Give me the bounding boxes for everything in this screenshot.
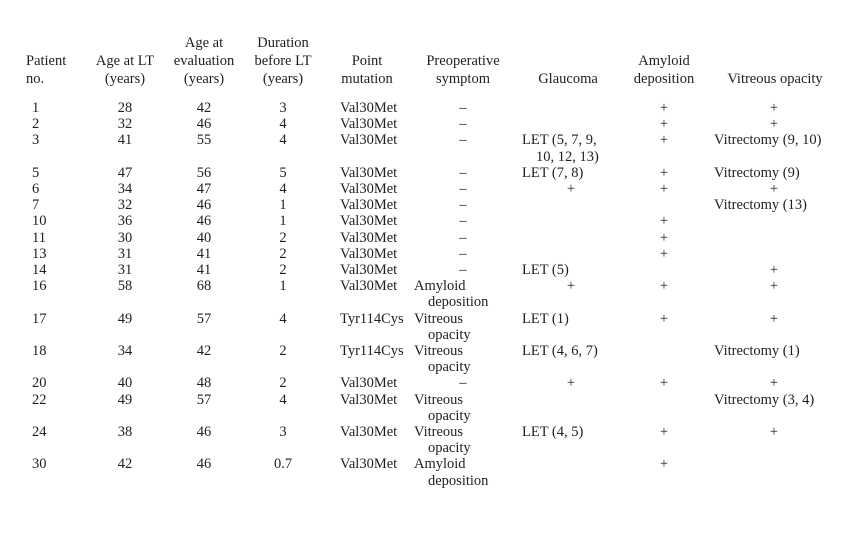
column-header-amyloid [622, 34, 706, 100]
cell-symptom [412, 375, 514, 391]
column-header-line: Age at [184, 35, 224, 51]
cell-symptom [412, 213, 514, 229]
cell-vitreous: Vitrectomy (1) [714, 343, 800, 360]
column-header-line: Age at LT [95, 53, 155, 69]
cell-age-eval: 41 [196, 245, 212, 262]
cell-age-eval: 42 [196, 100, 212, 116]
cell-line: opacity [428, 407, 471, 424]
cell-glaucoma [514, 165, 622, 181]
cell-vitreous: + [769, 100, 779, 116]
cell-duration: 2 [279, 245, 287, 262]
cell-duration: 2 [279, 262, 287, 279]
cell-patient: 3 [32, 132, 40, 149]
cell-duration: 4 [279, 116, 287, 133]
table-row [24, 181, 844, 197]
cell-vitreous: Vitrectomy (3, 4) [714, 391, 815, 408]
cell-symptom [412, 262, 514, 278]
cell-glaucoma [514, 311, 622, 343]
cell-line: – [459, 245, 467, 262]
cell-line: LET (1) [522, 310, 569, 327]
patient-table [24, 34, 844, 489]
cell-symptom [412, 424, 514, 456]
cell-amyloid: + [659, 375, 669, 392]
cell-glaucoma [514, 456, 622, 488]
cell-symptom [412, 132, 514, 164]
cell-vitreous: Vitrectomy (9) [714, 164, 800, 181]
cell-patient: 14 [32, 262, 47, 279]
column-header-age-lt [86, 34, 164, 100]
cell-line: 10, 12, 13) [536, 148, 599, 165]
cell-line: Vitreous [414, 424, 464, 441]
cell-age-eval: 46 [196, 213, 212, 230]
cell-glaucoma [514, 132, 622, 164]
cell-line: LET (5, 7, 9, [522, 132, 597, 149]
table-container [24, 34, 844, 489]
cell-vitreous: + [769, 310, 779, 327]
cell-duration: 1 [279, 197, 287, 214]
cell-duration: 2 [279, 343, 287, 360]
cell-glaucoma [514, 392, 622, 424]
cell-age-lt: 47 [117, 164, 133, 181]
cell-line: deposition [428, 294, 489, 311]
column-header-vitreous [706, 34, 844, 100]
table-row [24, 456, 844, 488]
cell-mutation: Tyr114Cys [340, 343, 404, 360]
table-row [24, 311, 844, 343]
cell-amyloid: + [659, 164, 669, 181]
column-header-mutation [322, 34, 412, 100]
cell-patient: 11 [32, 229, 46, 246]
cell-age-lt: 32 [117, 116, 133, 133]
cell-line: – [459, 116, 467, 133]
cell-age-eval: 57 [196, 310, 212, 327]
cell-duration: 4 [279, 181, 287, 198]
cell-symptom [412, 197, 514, 213]
column-header-line: Vitreous opacity [727, 71, 823, 87]
cell-age-lt: 31 [117, 262, 133, 279]
column-header-duration [244, 34, 322, 100]
table-row [24, 197, 844, 213]
cell-age-eval: 56 [196, 164, 212, 181]
cell-line: opacity [428, 440, 471, 457]
cell-age-eval: 46 [196, 197, 212, 214]
cell-line: – [459, 375, 467, 392]
cell-amyloid [622, 343, 706, 375]
cell-mutation: Val30Met [340, 229, 398, 246]
cell-glaucoma [514, 246, 622, 262]
cell-age-eval: 41 [196, 262, 212, 279]
cell-mutation: Val30Met [340, 375, 398, 392]
cell-patient: 10 [32, 213, 47, 230]
column-header-line: (years) [104, 71, 146, 87]
cell-symptom [412, 311, 514, 343]
cell-line: LET (7, 8) [522, 164, 584, 181]
cell-age-lt: 42 [117, 456, 133, 473]
cell-patient: 6 [32, 181, 40, 198]
cell-duration: 4 [279, 310, 287, 327]
cell-age-lt: 28 [117, 100, 133, 116]
cell-amyloid [622, 392, 706, 424]
cell-line: – [459, 164, 467, 181]
column-header-line: Duration [257, 35, 309, 51]
cell-age-eval: 46 [196, 424, 212, 441]
cell-line: Amyloid [414, 278, 466, 295]
table-row [24, 343, 844, 375]
cell-line: LET (5) [522, 262, 569, 279]
column-header-glaucoma [514, 34, 622, 100]
cell-vitreous: Vitrectomy (13) [714, 197, 807, 214]
column-header-line: Preoperative [426, 53, 500, 69]
table-row [24, 392, 844, 424]
cell-age-lt: 30 [117, 229, 133, 246]
cell-line: deposition [428, 472, 489, 489]
column-header-patient [24, 34, 86, 100]
table-header-row [24, 34, 844, 100]
cell-vitreous: + [769, 278, 779, 295]
cell-vitreous: Vitrectomy (9, 10) [714, 132, 822, 149]
cell-vitreous [706, 246, 844, 262]
cell-duration: 4 [279, 391, 287, 408]
cell-symptom [412, 246, 514, 262]
cell-age-eval: 48 [196, 375, 212, 392]
column-header-line: no. [26, 71, 45, 87]
cell-glaucoma [514, 213, 622, 229]
cell-line: opacity [428, 326, 471, 343]
cell-age-lt: 34 [117, 181, 133, 198]
cell-vitreous: + [769, 375, 779, 392]
cell-patient: 16 [32, 278, 47, 295]
cell-line: – [459, 213, 467, 230]
cell-age-lt: 34 [117, 343, 133, 360]
cell-amyloid: + [659, 245, 669, 262]
cell-line: Vitreous [414, 310, 464, 327]
cell-mutation: Val30Met [340, 164, 398, 181]
cell-symptom [412, 116, 514, 132]
cell-mutation: Val30Met [340, 116, 398, 133]
cell-amyloid: + [659, 132, 669, 149]
cell-patient: 18 [32, 343, 47, 360]
column-header-line: Glaucoma [538, 71, 598, 87]
table-row [24, 230, 844, 246]
cell-glaucoma [514, 197, 622, 213]
cell-vitreous: + [769, 262, 779, 279]
cell-age-lt: 58 [117, 278, 133, 295]
cell-amyloid: + [659, 181, 669, 198]
cell-age-lt: 38 [117, 424, 133, 441]
cell-symptom [412, 230, 514, 246]
cell-mutation: Val30Met [340, 132, 398, 149]
cell-amyloid: + [659, 229, 669, 246]
cell-duration: 4 [279, 132, 287, 149]
cell-mutation: Val30Met [340, 456, 398, 473]
cell-amyloid: + [659, 424, 669, 441]
cell-symptom [412, 100, 514, 116]
column-header-line: (years) [262, 71, 304, 87]
cell-duration: 0.7 [273, 456, 293, 473]
cell-age-lt: 32 [117, 197, 133, 214]
cell-symptom [412, 165, 514, 181]
cell-mutation: Val30Met [340, 100, 398, 116]
table-row [24, 278, 844, 310]
cell-amyloid [622, 197, 706, 213]
cell-glaucoma [514, 343, 622, 375]
cell-vitreous [706, 230, 844, 246]
cell-glaucoma [514, 424, 622, 456]
cell-duration: 2 [279, 229, 287, 246]
cell-duration: 3 [279, 424, 287, 441]
cell-age-eval: 46 [196, 116, 212, 133]
column-header-line: before LT [254, 53, 312, 69]
cell-mutation: Val30Met [340, 213, 398, 230]
cell-line: + [566, 375, 576, 392]
column-header-line: evaluation [173, 53, 235, 69]
cell-mutation: Val30Met [340, 391, 398, 408]
cell-mutation: Val30Met [340, 197, 398, 214]
cell-age-eval: 68 [196, 278, 212, 295]
cell-age-lt: 36 [117, 213, 133, 230]
table-row [24, 424, 844, 456]
cell-mutation: Val30Met [340, 278, 398, 295]
cell-line: LET (4, 6, 7) [522, 343, 598, 360]
cell-vitreous [706, 213, 844, 229]
cell-line: opacity [428, 359, 471, 376]
cell-line: Amyloid [414, 456, 466, 473]
cell-amyloid [622, 262, 706, 278]
table-row [24, 100, 844, 116]
cell-glaucoma [514, 100, 622, 116]
cell-age-lt: 40 [117, 375, 133, 392]
cell-patient: 30 [32, 456, 47, 473]
cell-mutation: Val30Met [340, 181, 398, 198]
cell-line: – [459, 132, 467, 149]
cell-duration: 3 [279, 100, 287, 116]
cell-age-lt: 31 [117, 245, 133, 262]
cell-line: Vitreous [414, 343, 464, 360]
cell-line: LET (4, 5) [522, 424, 584, 441]
cell-symptom [412, 343, 514, 375]
column-header-line: symptom [436, 71, 490, 87]
table-row [24, 246, 844, 262]
column-header-line: mutation [341, 71, 393, 87]
table-row [24, 132, 844, 164]
cell-amyloid: + [659, 456, 669, 473]
cell-duration: 2 [279, 375, 287, 392]
column-header-symptom [412, 34, 514, 100]
cell-patient: 1 [32, 100, 40, 116]
cell-amyloid: + [659, 116, 669, 133]
cell-line: – [459, 181, 467, 198]
cell-amyloid: + [659, 100, 669, 116]
cell-glaucoma [514, 375, 622, 391]
column-header-line: Amyloid [638, 53, 690, 69]
cell-age-eval: 46 [196, 456, 212, 473]
cell-age-lt: 41 [117, 132, 133, 149]
column-header-line: deposition [633, 71, 695, 87]
cell-line: – [459, 100, 467, 116]
cell-age-lt: 49 [117, 310, 133, 327]
cell-vitreous: + [769, 424, 779, 441]
cell-mutation: Val30Met [340, 262, 398, 279]
cell-duration: 5 [279, 164, 287, 181]
column-header-line: Point [351, 53, 383, 69]
cell-glaucoma [514, 181, 622, 197]
cell-mutation: Val30Met [340, 424, 398, 441]
cell-mutation: Val30Met [340, 245, 398, 262]
cell-line: + [566, 278, 576, 295]
cell-glaucoma [514, 262, 622, 278]
cell-patient: 7 [32, 197, 40, 214]
cell-amyloid: + [659, 278, 669, 295]
cell-age-lt: 49 [117, 391, 133, 408]
cell-patient: 24 [32, 424, 47, 441]
cell-symptom [412, 456, 514, 488]
cell-vitreous: + [769, 181, 779, 198]
cell-glaucoma [514, 230, 622, 246]
cell-symptom [412, 392, 514, 424]
cell-patient: 20 [32, 375, 47, 392]
cell-glaucoma [514, 116, 622, 132]
column-header-line: (years) [183, 71, 225, 87]
column-header-line: Patient [26, 53, 67, 69]
cell-patient: 2 [32, 116, 40, 133]
cell-line: – [459, 262, 467, 279]
column-header-age-eval [164, 34, 244, 100]
table-body [24, 100, 844, 489]
cell-patient: 17 [32, 310, 47, 327]
cell-age-eval: 42 [196, 343, 212, 360]
cell-symptom [412, 278, 514, 310]
cell-patient: 22 [32, 391, 47, 408]
cell-mutation: Tyr114Cys [340, 310, 404, 327]
cell-amyloid: + [659, 310, 669, 327]
cell-vitreous [706, 456, 844, 488]
cell-line: – [459, 229, 467, 246]
cell-amyloid: + [659, 213, 669, 230]
cell-line: – [459, 197, 467, 214]
cell-patient: 5 [32, 164, 40, 181]
cell-line: Vitreous [414, 391, 464, 408]
table-row [24, 116, 844, 132]
table-row [24, 375, 844, 391]
cell-age-eval: 40 [196, 229, 212, 246]
cell-duration: 1 [279, 213, 287, 230]
cell-duration: 1 [279, 278, 287, 295]
cell-line: + [566, 181, 576, 198]
cell-patient: 13 [32, 245, 47, 262]
cell-symptom [412, 181, 514, 197]
cell-age-eval: 47 [196, 181, 212, 198]
table-row [24, 262, 844, 278]
cell-age-eval: 57 [196, 391, 212, 408]
cell-glaucoma [514, 278, 622, 310]
table-row [24, 213, 844, 229]
cell-vitreous: + [769, 116, 779, 133]
table-row [24, 165, 844, 181]
cell-age-eval: 55 [196, 132, 212, 149]
